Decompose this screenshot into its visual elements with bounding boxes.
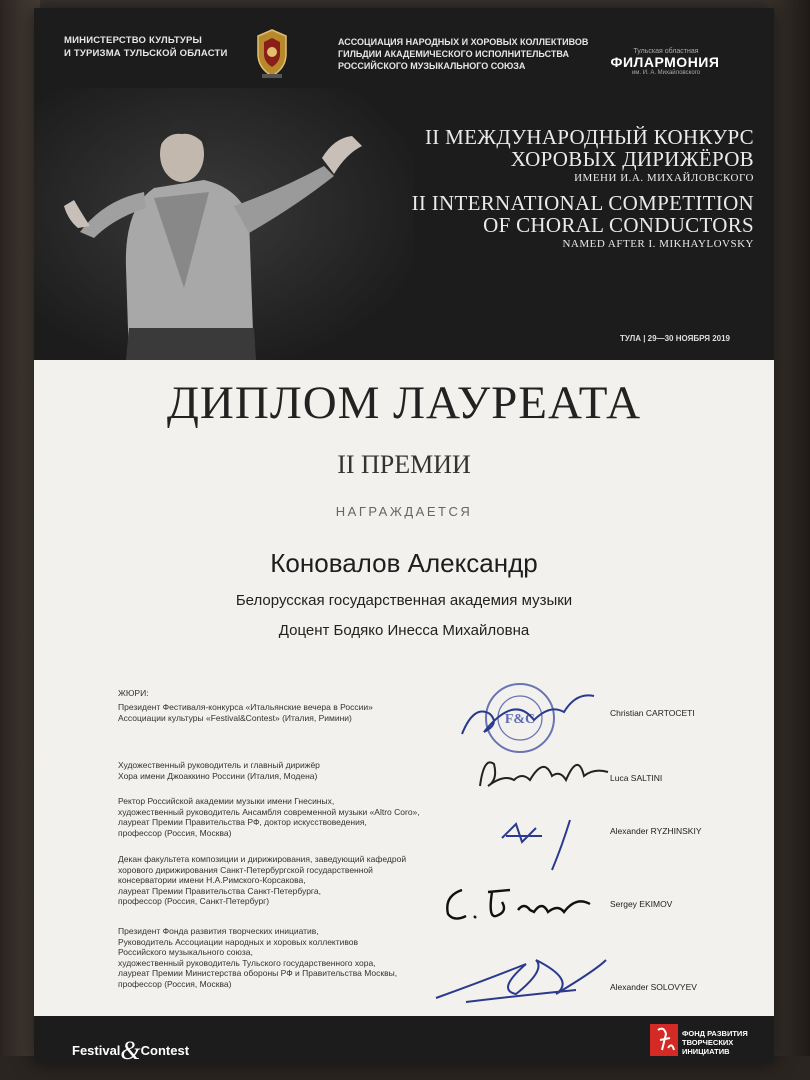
association-line: РОССИЙСКОГО МУЗЫКАЛЬНОГО СОЮЗА [338, 61, 526, 71]
prize-level: II ПРЕМИИ [337, 450, 471, 479]
association-name [338, 36, 588, 72]
background-right [768, 0, 810, 1080]
jury-desc-line: профессор (Россия, Москва) [118, 827, 232, 838]
jury-desc-line: лауреат Премии Правительства РФ, доктор искусствоведения, [118, 817, 367, 827]
philharmonic-logo: ФИЛАРМОНИЯ [610, 54, 720, 70]
fund-name-line: ТВОРЧЕСКИХ [682, 1038, 734, 1047]
jury-desc-line: Президент Фестиваля-конкурса «Итальянские вечера в России» [118, 702, 373, 712]
title-ru-line: II МЕЖДУНАРОДНЫЙ КОНКУРС [424, 125, 754, 149]
festival-contest-logo [72, 1032, 190, 1065]
winner-name: Коновалов Александр [270, 548, 538, 578]
jury-desc-line: профессор (Россия, Санкт-Петербург) [118, 896, 270, 906]
signature-saltini [474, 746, 614, 796]
title-en-line: OF CHORAL CONDUCTORS [483, 213, 754, 237]
jury-desc-line: Ректор Российской академии музыки имени Гнесиных, [118, 796, 335, 806]
association-line: ГИЛЬДИИ АКАДЕМИЧЕСКОГО ИСПОЛНИТЕЛЬСТВА [338, 49, 569, 59]
jury-label: ЖЮРИ: [118, 688, 149, 698]
title-ru-line: ХОРОВЫХ ДИРИЖЁРОВ [510, 147, 754, 171]
fund-name-line: ФОНД РАЗВИТИЯ [682, 1029, 748, 1038]
jury-desc-line: хорового дирижирования Санкт-Петербургской государственной [118, 864, 373, 875]
jury-member-desc [118, 760, 478, 781]
title-ru-subline: ИМЕНИ И.А. МИХАЙЛОВСКОГО [574, 172, 754, 184]
fc-logo-left: Festival [72, 1043, 121, 1058]
jury-desc-line: Декан факультета композиции и дирижирования, заведующий кафедрой [118, 854, 407, 864]
competition-title [334, 126, 754, 258]
footer-banner [34, 1016, 774, 1063]
signature-ryzhinskiy [496, 816, 606, 876]
philharmonic-sub: им. И. А. Михайловского [631, 70, 701, 76]
jury-desc-line: Художественный руководитель и главный дирижёр [118, 760, 320, 770]
jury-desc-line: профессор (Россия, Москва) [118, 978, 232, 989]
jury-member-desc [118, 702, 478, 723]
diploma-title: ДИПЛОМ ЛАУРЕАТА [166, 377, 642, 429]
ministry-line: И ТУРИЗМА ТУЛЬСКОЙ ОБЛАСТИ [64, 48, 228, 59]
jury-member-desc [118, 926, 478, 989]
header-banner [34, 8, 774, 360]
fund-name-line: ИНИЦИАТИВ [682, 1047, 730, 1056]
jury-member-name: Christian CARTOCETI [610, 708, 695, 718]
jury-desc-line: Ассоциации культуры «Festival&Contest» (Италия, Римини) [118, 712, 352, 723]
signature-solovyev [426, 950, 616, 1010]
jury-member-name: Luca SALTINI [610, 773, 663, 783]
title-en-subline: NAMED AFTER I. MIKHAYLOVSKY [562, 238, 754, 250]
fund-name [682, 1029, 748, 1056]
jury-desc-line: лауреат Премии Министерства обороны РФ и Правительства Москвы, [118, 968, 398, 978]
jury-member-desc [118, 854, 478, 907]
jury-desc-line: Хора имени Джоаккино Россини (Италия, Модена) [118, 770, 318, 781]
diploma-sheet [34, 8, 774, 1063]
fc-logo-amp: & [120, 1036, 141, 1065]
fund-logo-icon [650, 1024, 678, 1056]
jury-desc-line: Российского музыкального союза, [118, 947, 253, 957]
ministry-line: МИНИСТЕРСТВО КУЛЬТУРЫ [64, 35, 203, 46]
jury-desc-line: Президент Фонда развития творческих инициатив, [118, 926, 319, 936]
winner-teacher: Доцент Бодяко Инесса Михайловна [278, 622, 530, 639]
jury-desc-line: художественный руководитель Ансамбля современной музыки «Altro Coro», [118, 806, 420, 817]
jury-member-name: Alexander SOLOVYEV [610, 982, 697, 992]
jury-desc-line: лауреат Премии Правительства Санкт-Петербурга, [118, 885, 321, 896]
emblem-icon [252, 28, 292, 80]
fc-logo-right: Contest [140, 1043, 190, 1058]
title-en-line: II INTERNATIONAL COMPETITION [411, 191, 754, 215]
jury-member-desc [118, 796, 478, 838]
association-line: АССОЦИАЦИЯ НАРОДНЫХ И ХОРОВЫХ КОЛЛЕКТИВОВ [338, 37, 589, 47]
event-date: ТУЛА | 29—30 НОЯБРЯ 2019 [620, 334, 730, 343]
awarded-label: НАГРАЖДАЕТСЯ [335, 504, 473, 519]
jury-desc-line: Руководитель Ассоциации народных и хоровых коллективов [118, 936, 359, 947]
jury-desc-line: художественный руководитель Тульского государственного хора, [118, 957, 376, 968]
signature-cartoceti [454, 684, 604, 744]
jury-desc-line: консерватории имени Н.А.Римского-Корсакова, [118, 875, 306, 885]
ministry-name [64, 34, 228, 60]
jury-member-name: Alexander RYZHINSKIY [610, 826, 702, 836]
stamp-text: F&C [504, 712, 536, 727]
winner-academy: Белорусская государственная академия музыки [235, 592, 573, 609]
jury-member-name: Sergey EKIMOV [610, 899, 673, 909]
philharmonic-top: Тульская областная [633, 48, 699, 55]
signature-ekimov [440, 882, 610, 928]
